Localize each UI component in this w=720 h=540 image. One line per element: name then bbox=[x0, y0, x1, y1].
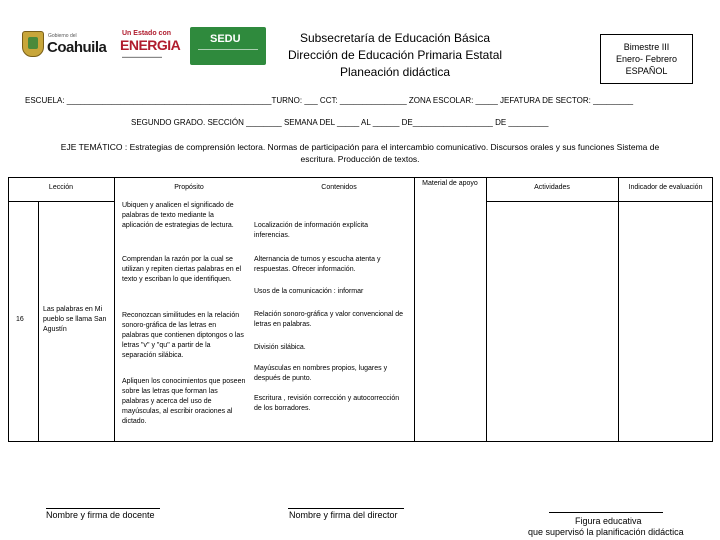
header-line-3: Planeación didáctica bbox=[339, 65, 451, 79]
document-header bbox=[280, 30, 510, 81]
signature-line-director bbox=[288, 508, 404, 509]
signature-line-figura bbox=[549, 512, 663, 513]
signature-docente: Nombre y firma de docente bbox=[46, 510, 155, 520]
header-actividades: Actividades bbox=[534, 184, 570, 191]
form-line-school: ESCUELA: ______________________________________________TURNO: ___ CCT: _______________ ZONA ESCOLAR: _____ JEFATURA DE SECTOR: _________ bbox=[25, 96, 634, 105]
header-contenidos: Contenidos bbox=[321, 184, 357, 191]
signature-director: Nombre y firma del director bbox=[289, 510, 398, 520]
col-sep-material bbox=[414, 177, 415, 442]
contenido-1: Localización de información explícita inferencias. bbox=[254, 222, 369, 239]
header-material: Material de apoyo bbox=[422, 180, 478, 187]
col-sep-indicador bbox=[618, 177, 619, 442]
header-row-line-right bbox=[486, 201, 713, 202]
proposito-1: Ubiquen y analicen el significado de palabras de texto mediante la aplicación de estrategias de lectura. bbox=[122, 202, 234, 229]
contenido-6: Mayúsculas en nombres propios, lugares y después de punto. bbox=[254, 365, 388, 382]
header-indicador: Indicador de evaluación bbox=[628, 184, 703, 191]
period-bimestre: Bimestre III bbox=[623, 42, 670, 52]
proposito-2: Comprendan la razón por la cual se utilizan y repiten ciertas palabras en el texto y escriban lo que identifiquen. bbox=[122, 256, 242, 283]
contenido-3: Usos de la comunicación : informar bbox=[254, 288, 364, 295]
sedu-logo-text: SEDU bbox=[210, 33, 241, 45]
planning-table bbox=[8, 177, 713, 441]
contenido-5: División silábica. bbox=[254, 344, 306, 351]
contenido-2: Alternancia de turnos y escucha atenta y respuestas. Ofrecer información. bbox=[254, 256, 381, 273]
form-line-grade: SEGUNDO GRADO. SECCIÓN ________ SEMANA DEL _____ AL ______ DE__________________ DE _________ bbox=[131, 118, 549, 127]
header-line-2: Dirección de Educación Primaria Estatal bbox=[287, 48, 503, 62]
lesson-number: 16 bbox=[16, 316, 24, 323]
coahuila-logo-small: Gobierno del bbox=[48, 33, 77, 39]
table-border-left bbox=[8, 177, 9, 442]
header-row-line-left bbox=[8, 201, 114, 202]
signature-figura-line-2: que supervisó la planificación didáctica bbox=[528, 527, 684, 537]
signature-line-docente bbox=[46, 508, 160, 509]
period-subject: ESPAÑOL bbox=[625, 66, 668, 76]
signature-figura-line-1: Figura educativa bbox=[575, 516, 642, 526]
energia-logo-small: Un Estado con bbox=[122, 30, 172, 37]
period-box bbox=[600, 34, 693, 84]
header-leccion: Lección bbox=[48, 184, 74, 191]
eje-tematico bbox=[30, 141, 690, 165]
col-sep-proposito bbox=[114, 177, 115, 442]
period-months: Enero- Febrero bbox=[615, 54, 678, 64]
energia-logo bbox=[120, 30, 180, 60]
contenido-7: Escritura , revisión corrección y autocorrección de los borradores. bbox=[254, 395, 400, 412]
energia-logo-underline: ▬▬▬▬▬▬▬▬▬▬ bbox=[122, 54, 162, 59]
coahuila-logo-text: Coahuila bbox=[47, 39, 107, 56]
proposito-3: Reconozcan similitudes en la relación sonoro-gráfica de las letras en palabras que contienen diptongos o las letras "v" y "qu" a partir de la separación silábica. bbox=[122, 312, 244, 359]
col-sep-actividades bbox=[486, 177, 487, 442]
shield-icon bbox=[22, 31, 44, 57]
proposito-4: Apliquen los conocimientos que poseen sobre las letras que forman las palabras y acerca del uso de mayúsculas, al escribir oraciones al dictado. bbox=[122, 378, 246, 425]
coahuila-logo bbox=[22, 31, 107, 59]
eje-line-2: escritura. Producción de textos. bbox=[300, 154, 420, 164]
table-border-right bbox=[712, 177, 713, 442]
contenido-4: Relación sonoro-gráfica y valor convencional de letras en palabras. bbox=[254, 311, 404, 328]
header-proposito: Propósito bbox=[174, 184, 204, 191]
lesson-title: Las palabras en Mi pueblo se llama San Agustín bbox=[43, 306, 107, 333]
sedu-logo-divider bbox=[198, 49, 258, 50]
header-line-1: Subsecretaría de Educación Básica bbox=[299, 31, 491, 45]
energia-logo-text: ENERGIA bbox=[120, 37, 181, 53]
col-sep-lesson-number bbox=[38, 201, 39, 442]
sedu-logo bbox=[190, 27, 266, 65]
eje-line-1: EJE TEMÁTICO : Estrategias de comprensión lectora. Normas de participación para el intercambio comunicativo. Discursos orales y sus funciones Sistema de bbox=[60, 142, 660, 152]
